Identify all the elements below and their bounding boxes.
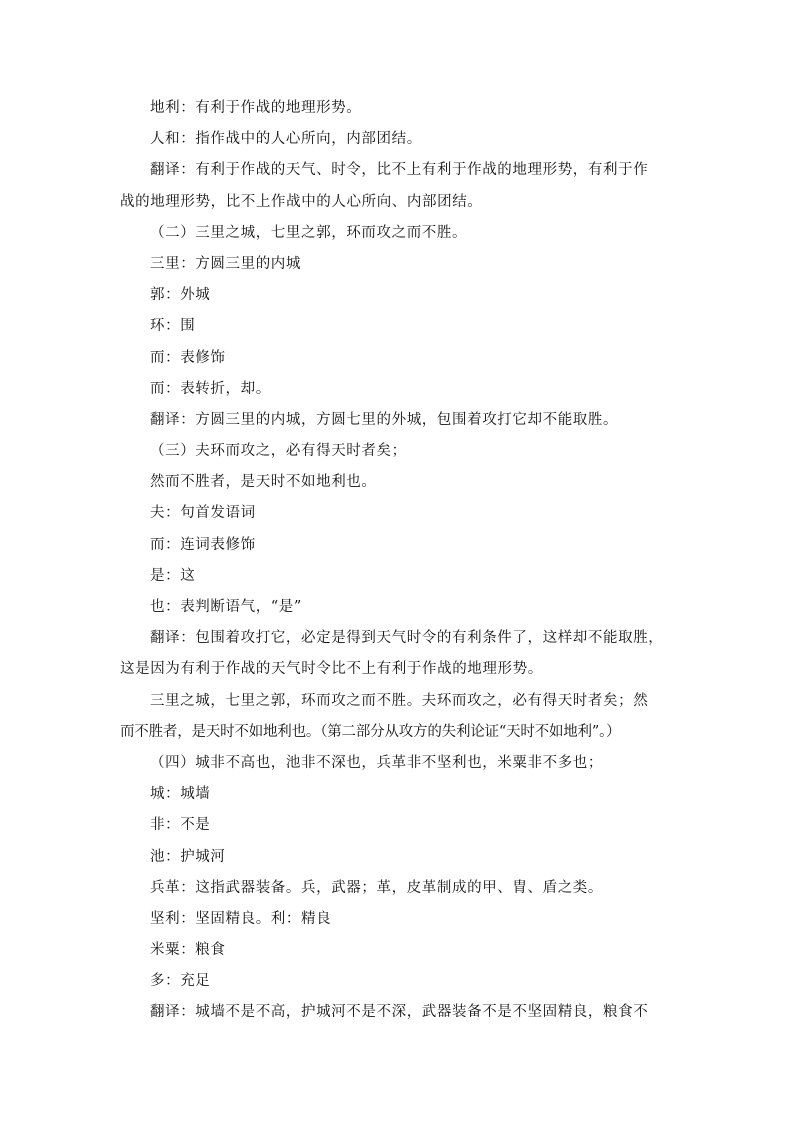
text-line: 环：围 [150, 318, 196, 335]
text-line: 而：表修饰 [150, 349, 226, 366]
text-line: 地利：有利于作战的地理形势。 [150, 100, 362, 116]
text-line: 人和：指作战中的人心所向，内部团结。 [150, 131, 422, 148]
text-line: 郭：外城 [150, 287, 211, 304]
text-line: 米粟：粮食 [150, 942, 226, 959]
text-line: 翻译：包围着攻打它，必定是得到天气时令的有利条件了，这样却不能取胜， [150, 630, 664, 647]
text-line: 战的地理形势，比不上作战中的人心所向、内部团结。 [120, 193, 483, 210]
text-line: 而：连词表修饰 [150, 536, 256, 553]
text-line: 而：表转折，却。 [150, 380, 271, 397]
text-line: （四）城非不高也，池非不深也，兵革非不坚利也，米粟非不多也； [150, 754, 603, 771]
text-line: 是：这 [150, 567, 196, 584]
text-line: 也：表判断语气，“是” [150, 599, 302, 615]
text-line: 池：护城河 [150, 848, 226, 865]
text-line: （三）夫环而攻之，必有得天时者矣； [150, 443, 407, 460]
text-line: 城：城墙 [150, 786, 211, 803]
text-line: 夫：句首发语词 [150, 505, 256, 522]
text-line: 这是因为有利于作战的天气时令比不上有利于作战的地理形势。 [120, 661, 543, 678]
text-line: 翻译：有利于作战的天气、时令，比不上有利于作战的地理形势，有利于作 [150, 162, 649, 179]
text-line: 非：不是 [150, 817, 211, 834]
text-line: 兵革：这指武器装备。兵，武器；革，皮革制成的甲、胄、盾之类。 [150, 879, 603, 896]
text-line: （二）三里之城，七里之郭，环而攻之而不胜。 [150, 224, 468, 241]
text-line: 翻译：城墙不是不高，护城河不是不深，武器装备不是不坚固精良，粮食不 [150, 1004, 649, 1021]
text-line: 坚利：坚固精良。利：精良 [150, 910, 332, 927]
text-line: 三里之城，七里之郭，环而攻之而不胜。夫环而攻之，必有得天时者矣；然 [150, 692, 649, 709]
text-line: 而不胜者，是天时不如地利也。（第二部分从攻方的失利论证“天时不如地利”。） [120, 723, 621, 740]
document-body [120, 93, 680, 1029]
text-line: 翻译：方圆三里的内城，方圆七里的外城，包围着攻打它却不能取胜。 [150, 411, 619, 428]
text-line: 然而不胜者，是天时不如地利也。 [150, 474, 377, 491]
text-line: 多：充足 [150, 973, 211, 990]
text-line: 三里：方圆三里的内城 [150, 255, 301, 272]
